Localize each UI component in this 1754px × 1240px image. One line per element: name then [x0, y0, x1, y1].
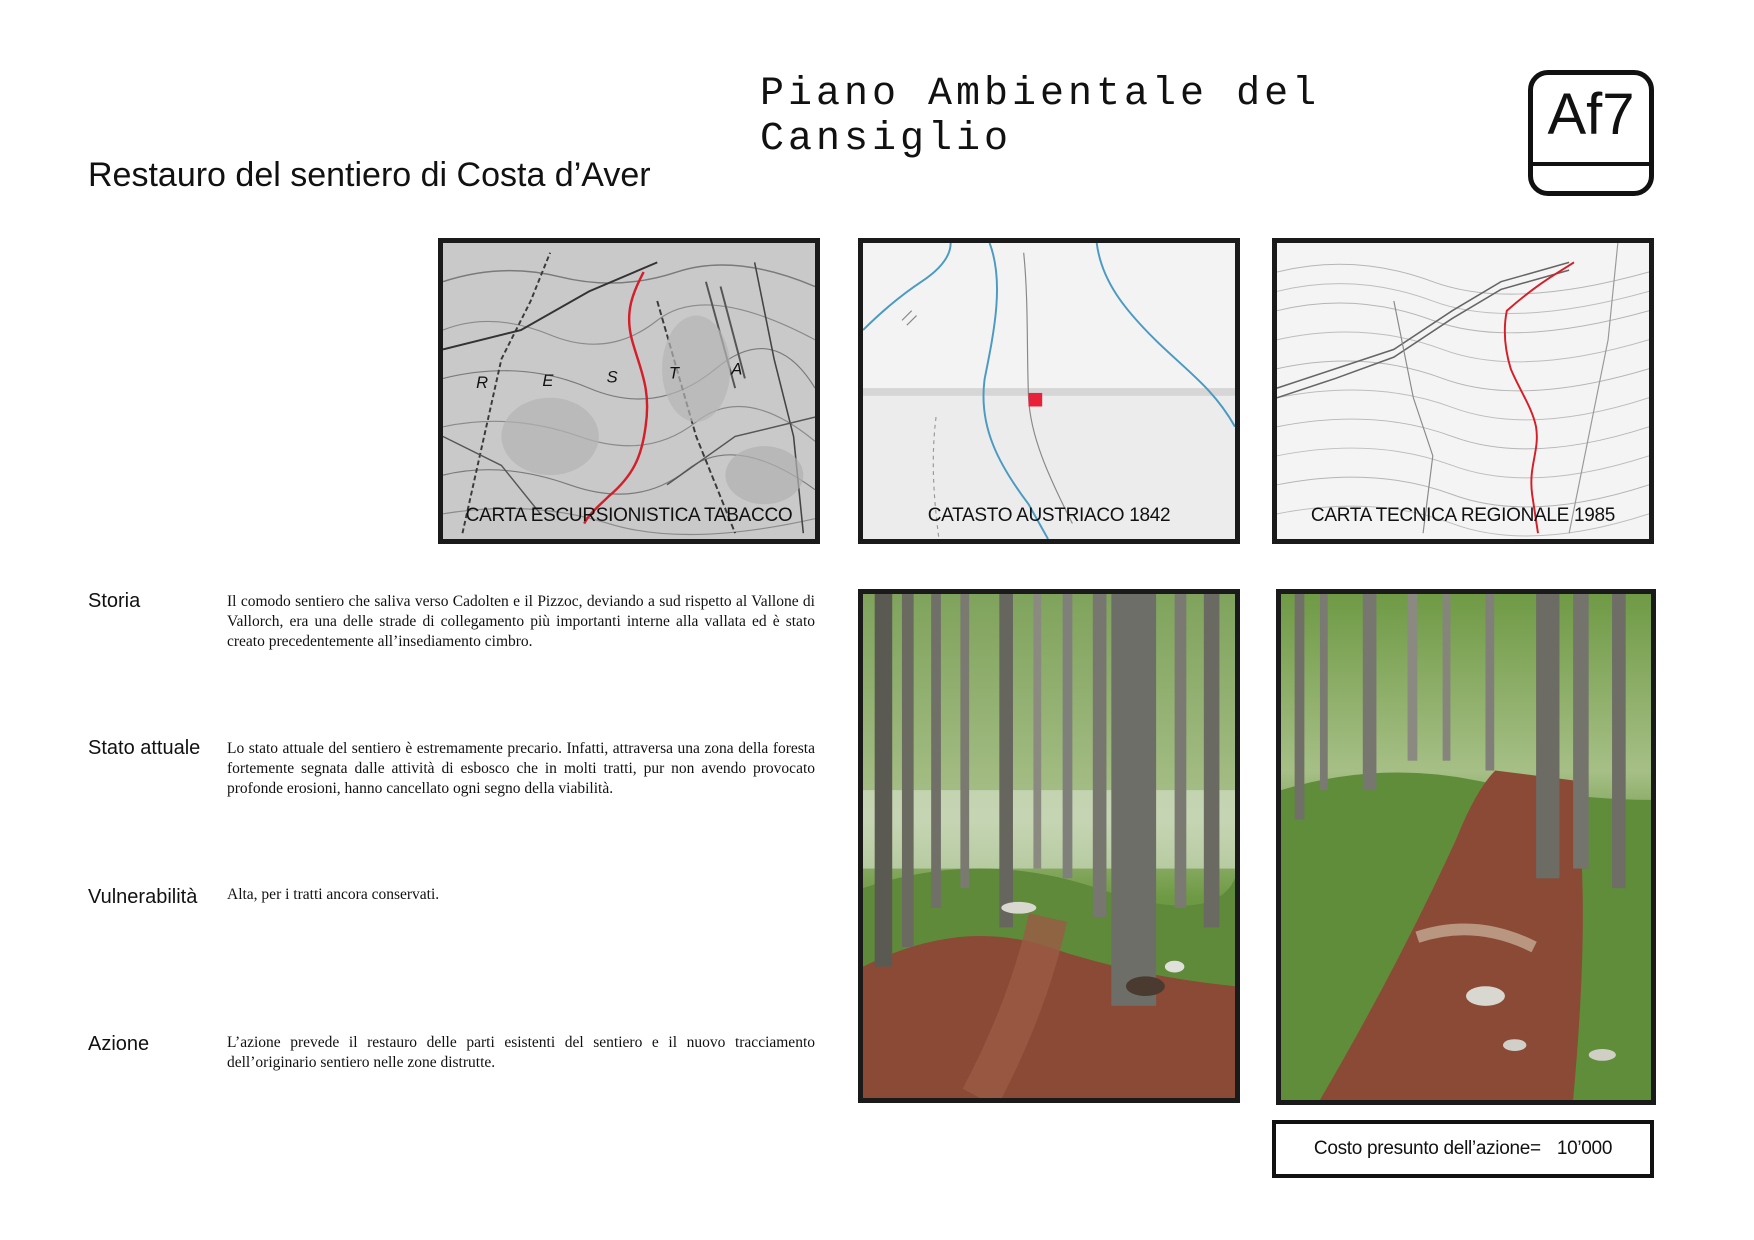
forest-photo-1-image [863, 594, 1235, 1098]
section-label-azione: Azione [88, 1033, 150, 1055]
forest-photo-2-image [1281, 594, 1651, 1100]
forest-photo-1 [858, 589, 1240, 1103]
map-letter-s: S [606, 368, 618, 387]
section-text-vulnerabilita: Alta, per i tratti ancora conservati. [227, 886, 440, 903]
sheet-code-badge [1528, 70, 1654, 196]
map-letter-r: R [476, 374, 489, 393]
map-catasto-image [863, 243, 1235, 539]
section-text-stato-attuale: Lo stato attuale del sentiero è estremamente precario. Infatti, attraversa una zona della foresta fortemente segnata dalle attività di esbosco che in molti tratti, pur non avendo provocato profonde erosioni, hanno cancellato ogni segno della viabilità. [227, 740, 815, 797]
cost-value: 10’000 [1556, 1138, 1613, 1159]
map-caption: CARTA TECNICA REGIONALE 1985 [1310, 505, 1616, 526]
map-catasto [858, 238, 1240, 544]
map-letter-a: A [731, 360, 743, 379]
cost-box [1272, 1120, 1654, 1178]
map-ctr-image [1277, 243, 1649, 539]
map-ctr [1272, 238, 1654, 544]
section-text-storia: Il comodo sentiero che saliva verso Cadolten e il Pizzoc, deviando a sud rispetto al Vallone di Vallorch, era una delle strade di collegamento più importanti interne alla vallata ed è stato creato precedentemente all’insediamento cimbro. [227, 593, 815, 650]
badge-divider [1533, 162, 1649, 166]
section-text-azione: L’azione prevede il restauro delle parti esistenti del sentiero e il nuovo tracciamento dell’originario sentiero nelle zone distrutte. [227, 1034, 815, 1071]
cost-label: Costo presunto dell’azione= [1313, 1138, 1541, 1159]
section-label-storia: Storia [88, 590, 141, 612]
map-caption: CARTA ESCURSIONISTICA TABACCO [465, 505, 793, 526]
section-label-stato-attuale: Stato attuale [88, 737, 201, 759]
map-letter-t: T [668, 364, 680, 383]
map-caption: CATASTO AUSTRIACO 1842 [927, 505, 1171, 526]
document-header-title: Piano Ambientale del Cansiglio [760, 72, 1321, 162]
forest-photo-2 [1276, 589, 1656, 1105]
map-tabacco-image [443, 243, 815, 539]
page-title: Restauro del sentiero di Costa d’Aver [88, 156, 651, 194]
map-tabacco [438, 238, 820, 544]
map-letter-e: E [542, 372, 554, 391]
sheet-code: Af7 [1547, 82, 1635, 147]
section-label-vulnerabilita: Vulnerabilità [88, 886, 198, 908]
